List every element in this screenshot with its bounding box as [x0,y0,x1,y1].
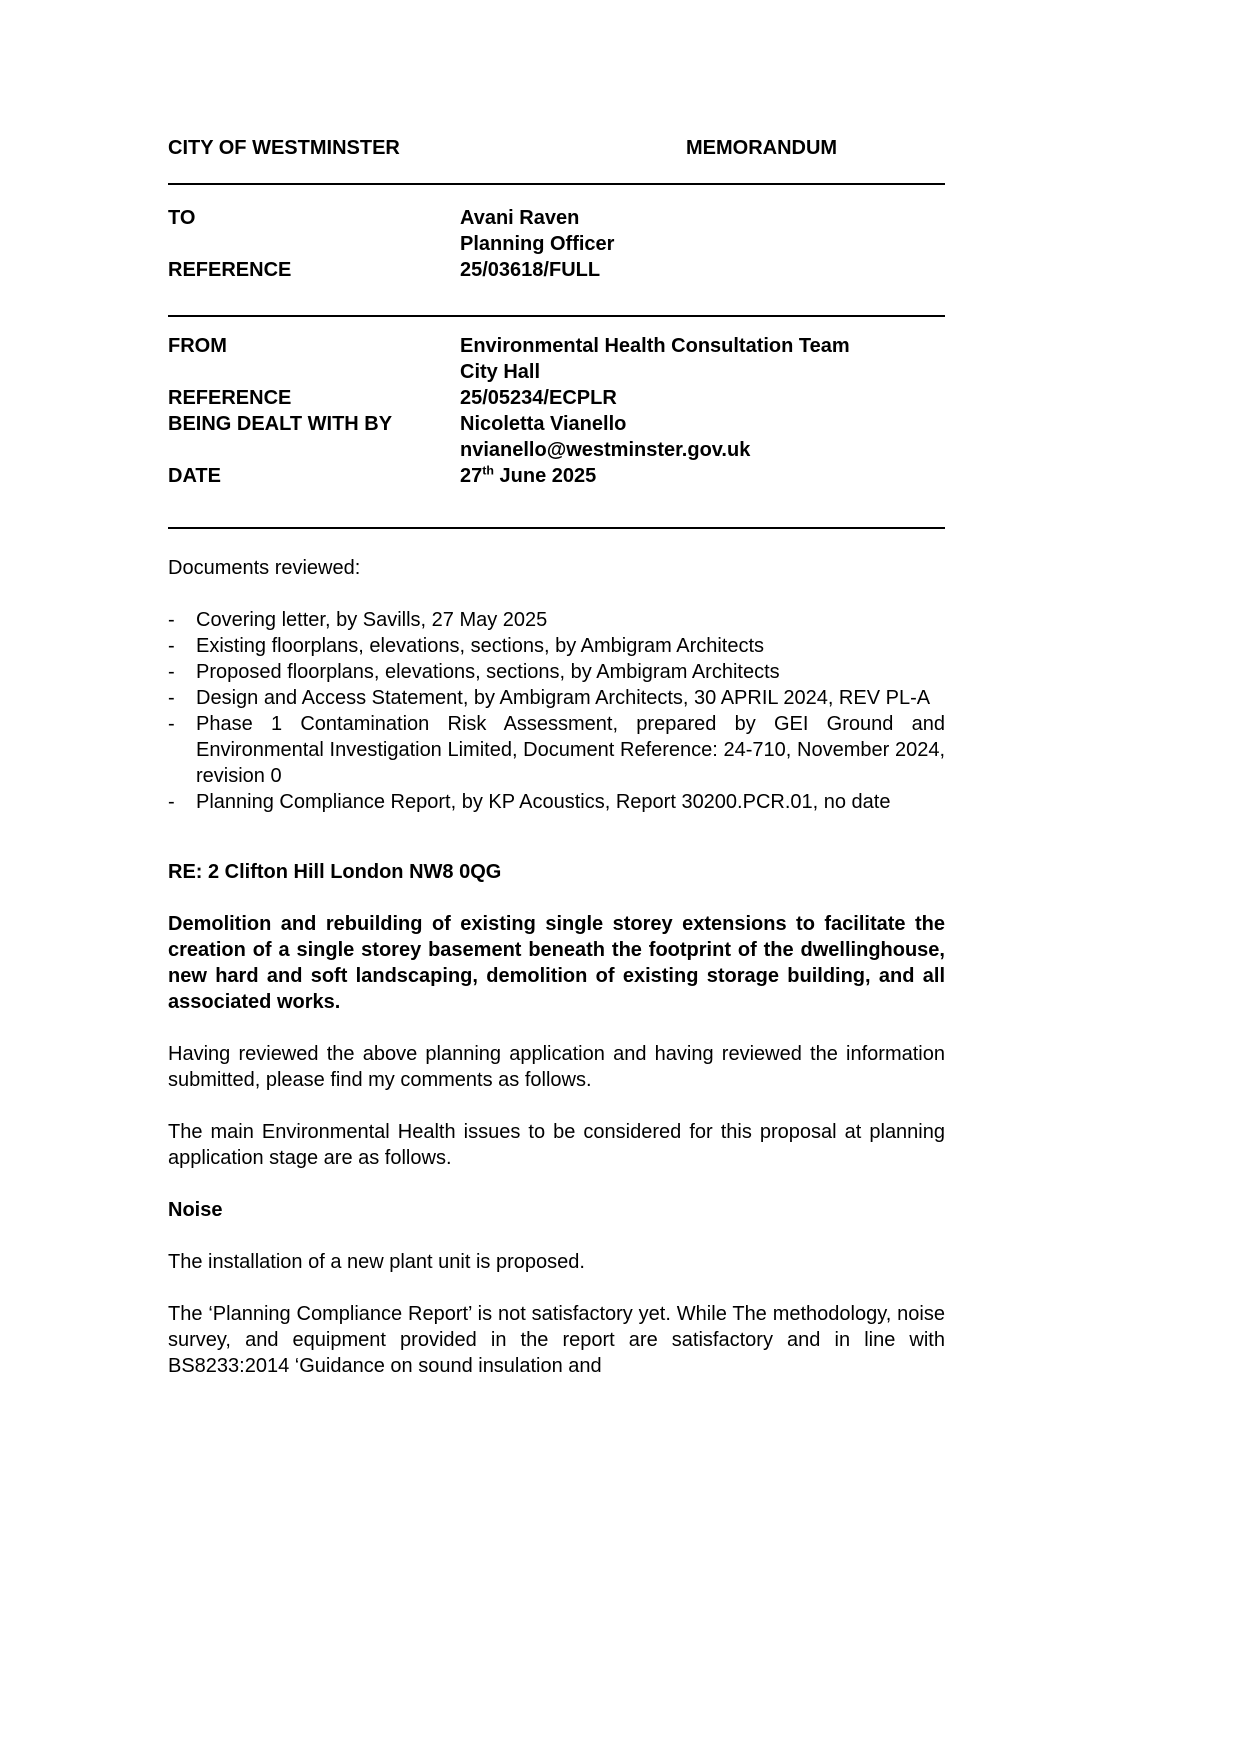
date-label: DATE [168,465,221,487]
documents-list [168,607,945,815]
spacer-label [168,231,460,257]
divider-top [168,183,945,185]
dash-bullet: - [168,609,175,631]
from-team: Environmental Health Consultation Team [460,335,850,357]
document-item [168,607,945,633]
document-text: Covering letter, by Savills, 27 May 2025 [196,609,548,631]
from-location: City Hall [460,361,541,383]
recipient-block [168,205,945,283]
spacer-label [168,437,460,463]
to-label: TO [168,207,196,229]
from-label: FROM [168,335,227,357]
dealt-with-name: Nicoletta Vianello [460,413,627,435]
divider-bottom [168,527,945,529]
document-text: Existing floorplans, elevations, sections, by Ambigram Architects [196,635,765,657]
dash-bullet: - [168,687,175,709]
field-row-reference [168,257,945,283]
to-name: Avani Raven [460,207,580,229]
review-paragraph: Having reviewed the above planning application and having reviewed the information submitted, please find my comments as follows. [168,1043,945,1091]
recipient-reference-value: 25/03618/FULL [460,259,601,281]
memo-header [168,135,945,161]
document-item [168,711,945,789]
noise-paragraph-1: The installation of a new plant unit is proposed. [168,1251,585,1273]
document-item [168,685,945,711]
dash-bullet: - [168,661,175,683]
doc-type-title: MEMORANDUM [686,137,838,159]
date-rest: June 2025 [493,465,597,487]
document-item [168,633,945,659]
field-row-to [168,205,945,231]
document-text: Design and Access Statement, by Ambigram Architects, 30 APRIL 2024, REV PL-A [196,687,931,709]
issues-paragraph: The main Environmental Health issues to be considered for this proposal at planning application stage are as follows. [168,1121,945,1169]
re-heading: RE: 2 Clifton Hill London NW8 0QG [168,861,502,883]
document-text: Planning Compliance Report, by KP Acoustics, Report 30200.PCR.01, no date [196,791,891,813]
documents-heading: Documents reviewed: [168,557,361,579]
date-day: 27 [460,465,483,487]
date-value [460,463,945,489]
dealt-with-email: nvianello@westminster.gov.uk [460,439,751,461]
dealt-with-label: BEING DEALT WITH BY [168,413,393,435]
document-item [168,789,945,815]
date-ordinal-suffix: th [482,463,494,478]
document-text: Phase 1 Contamination Risk Assessment, prepared by GEI Ground and Environmental Investigation Limited, Document Reference: 24-710, November 2024, revision 0 [196,713,945,787]
field-row-sender-reference [168,385,945,411]
field-row-to-title [168,231,945,257]
dash-bullet: - [168,635,175,657]
dash-bullet: - [168,713,175,735]
noise-heading: Noise [168,1199,223,1221]
field-row-from [168,333,945,359]
sender-reference-value: 25/05234/ECPLR [460,387,617,409]
field-row-date [168,463,945,489]
recipient-reference-label: REFERENCE [168,259,292,281]
proposal-paragraph: Demolition and rebuilding of existing single storey extensions to facilitate the creation of a single storey basement beneath the footprint of the dwellinghouse, new hard and soft landscaping, demolition of existing storage building, and all associated works. [168,913,945,1013]
field-row-from-location [168,359,945,385]
org-title: CITY OF WESTMINSTER [168,137,400,159]
divider-middle [168,315,945,317]
document-item [168,659,945,685]
sender-reference-label: REFERENCE [168,387,292,409]
field-row-email [168,437,945,463]
dash-bullet: - [168,791,175,813]
field-row-dealt-with [168,411,945,437]
noise-paragraph-2: The ‘Planning Compliance Report’ is not satisfactory yet. While The methodology, noise survey, and equipment provided in the report are satisfactory and in line with BS8233:2014 ‘Guidance on sound insulation and [168,1303,945,1377]
to-title: Planning Officer [460,233,615,255]
spacer-label [168,359,460,385]
sender-block [168,333,945,489]
document-text: Proposed floorplans, elevations, sections, by Ambigram Architects [196,661,780,683]
